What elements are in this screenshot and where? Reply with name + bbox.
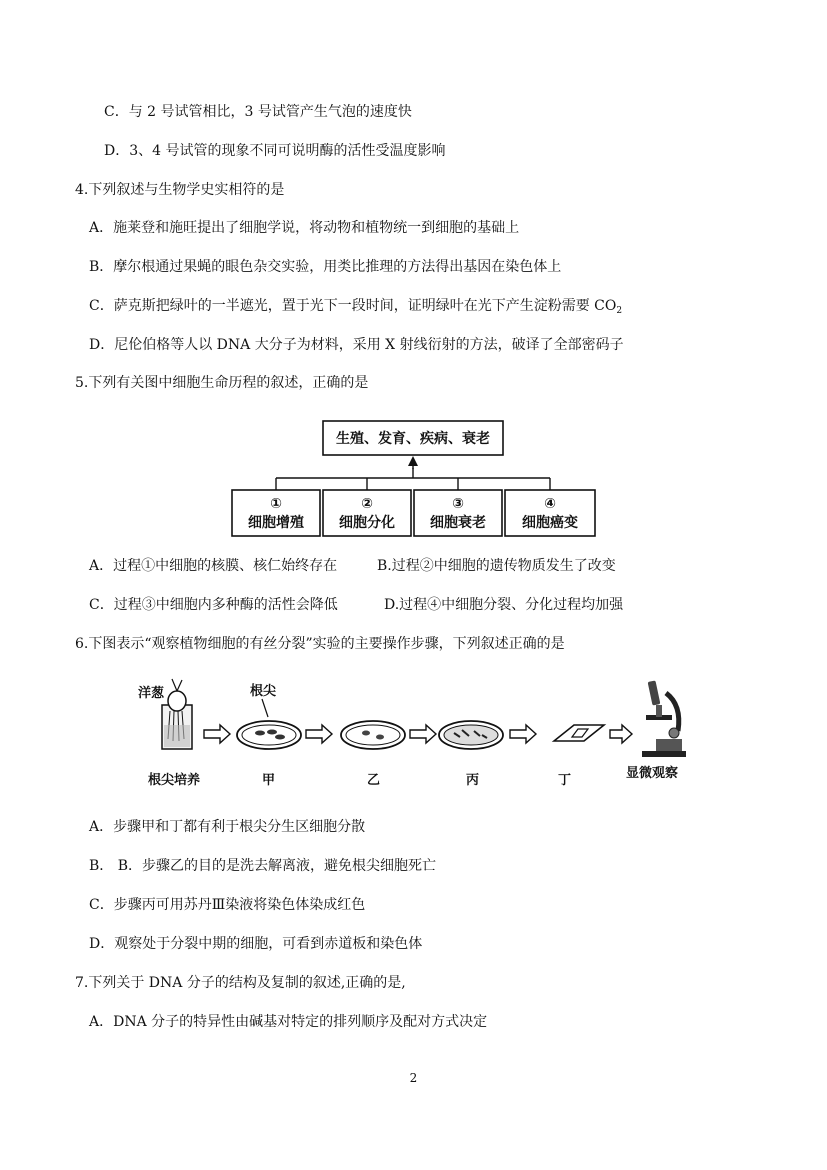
- q3-option-d: D．3、4 号试管的现象不同可说明酶的活性受温度影响: [104, 143, 446, 159]
- step-arrow-5: [610, 725, 632, 743]
- q5-option-b: B.过程②中细胞的遗传物质发生了改变: [377, 558, 616, 574]
- step-label-jia: 甲: [262, 773, 276, 788]
- q6-option-a: A．步骤甲和丁都有利于根尖分生区细胞分散: [89, 819, 366, 835]
- q4-option-d: D．尼伦伯格等人以 DNA 大分子为材料，采用 X 射线衍射的方法，破译了全部密码子: [89, 337, 624, 353]
- up-arrow: [408, 456, 418, 466]
- step-arrow-4: [510, 725, 536, 743]
- onion-label: 洋葱: [138, 686, 165, 701]
- box-1-label: 细胞增殖: [248, 515, 304, 531]
- step-label-culture: 根尖培养: [148, 773, 201, 788]
- q7-stem: 7.下列关于 DNA 分子的结构及复制的叙述,正确的是,: [75, 975, 406, 991]
- q5-option-a: A．过程①中细胞的核膜、核仁始终存在: [89, 558, 338, 574]
- q6-option-d: D．观察处于分裂中期的细胞，可看到赤道板和染色体: [89, 936, 423, 952]
- box-3-num: ③: [452, 496, 464, 512]
- box-1-num: ①: [270, 496, 282, 512]
- microscope-icon: [642, 680, 686, 757]
- root-tip-label: 根尖: [250, 684, 277, 699]
- q4-option-b: B．摩尔根通过果蝇的眼色杂交实验，用类比推理的方法得出基因在染色体上: [89, 259, 562, 275]
- q7-option-a: A．DNA 分子的特异性由碱基对特定的排列顺序及配对方式决定: [89, 1014, 488, 1030]
- step-label-ding: 丁: [558, 773, 572, 788]
- box-2-label: 细胞分化: [339, 515, 395, 531]
- box-4-label: 细胞癌变: [522, 515, 578, 531]
- step-arrow-3: [410, 725, 436, 743]
- step-arrow-2: [306, 725, 332, 743]
- step-label-observe: 显微观察: [626, 766, 679, 781]
- q5-stem: 5.下列有关图中细胞生命历程的叙述，正确的是: [75, 375, 369, 391]
- q5-option-c: C．过程③中细胞内多种酶的活性会降低: [89, 597, 338, 613]
- page-number: 2: [409, 1071, 418, 1085]
- q3-option-c: C．与 2 号试管相比，3 号试管产生气泡的速度快: [104, 104, 412, 120]
- q6-option-b: B． B．步骤乙的目的是洗去解离液，避免根尖细胞死亡: [89, 858, 437, 874]
- q4-option-c-text: C．萨克斯把绿叶的一半遮光，置于光下一段时间，证明绿叶在光下产生淀粉需要 CO: [89, 298, 617, 314]
- q4-option-a: A．施莱登和施旺提出了细胞学说，将动物和植物统一到细胞的基础上: [89, 220, 520, 236]
- q4-option-c-subscript: 2: [616, 306, 623, 316]
- mitosis-experiment-diagram: [126, 675, 696, 795]
- box-4-num: ④: [544, 496, 556, 512]
- step-label-yi: 乙: [367, 773, 381, 788]
- q6-stem: 6.下图表示“观察植物细胞的有丝分裂”实验的主要操作步骤，下列叙述正确的是: [75, 636, 565, 652]
- step-arrow-1: [204, 725, 230, 743]
- step-label-bing: 丙: [466, 773, 480, 788]
- q5-option-d: D.过程④中细胞分裂、分化过程均加强: [384, 597, 624, 613]
- box-3-label: 细胞衰老: [430, 515, 486, 531]
- q4-stem: 4.下列叙述与生物学史实相符的是: [75, 182, 285, 198]
- box-2-num: ②: [361, 496, 373, 512]
- q6-option-c: C．步骤丙可用苏丹Ⅲ染液将染色体染成红色: [89, 897, 366, 913]
- cell-life-history-diagram: [0, 0, 827, 560]
- top-box-label: 生殖、发育、疾病、衰老: [336, 431, 490, 447]
- slide-ding: [554, 725, 604, 741]
